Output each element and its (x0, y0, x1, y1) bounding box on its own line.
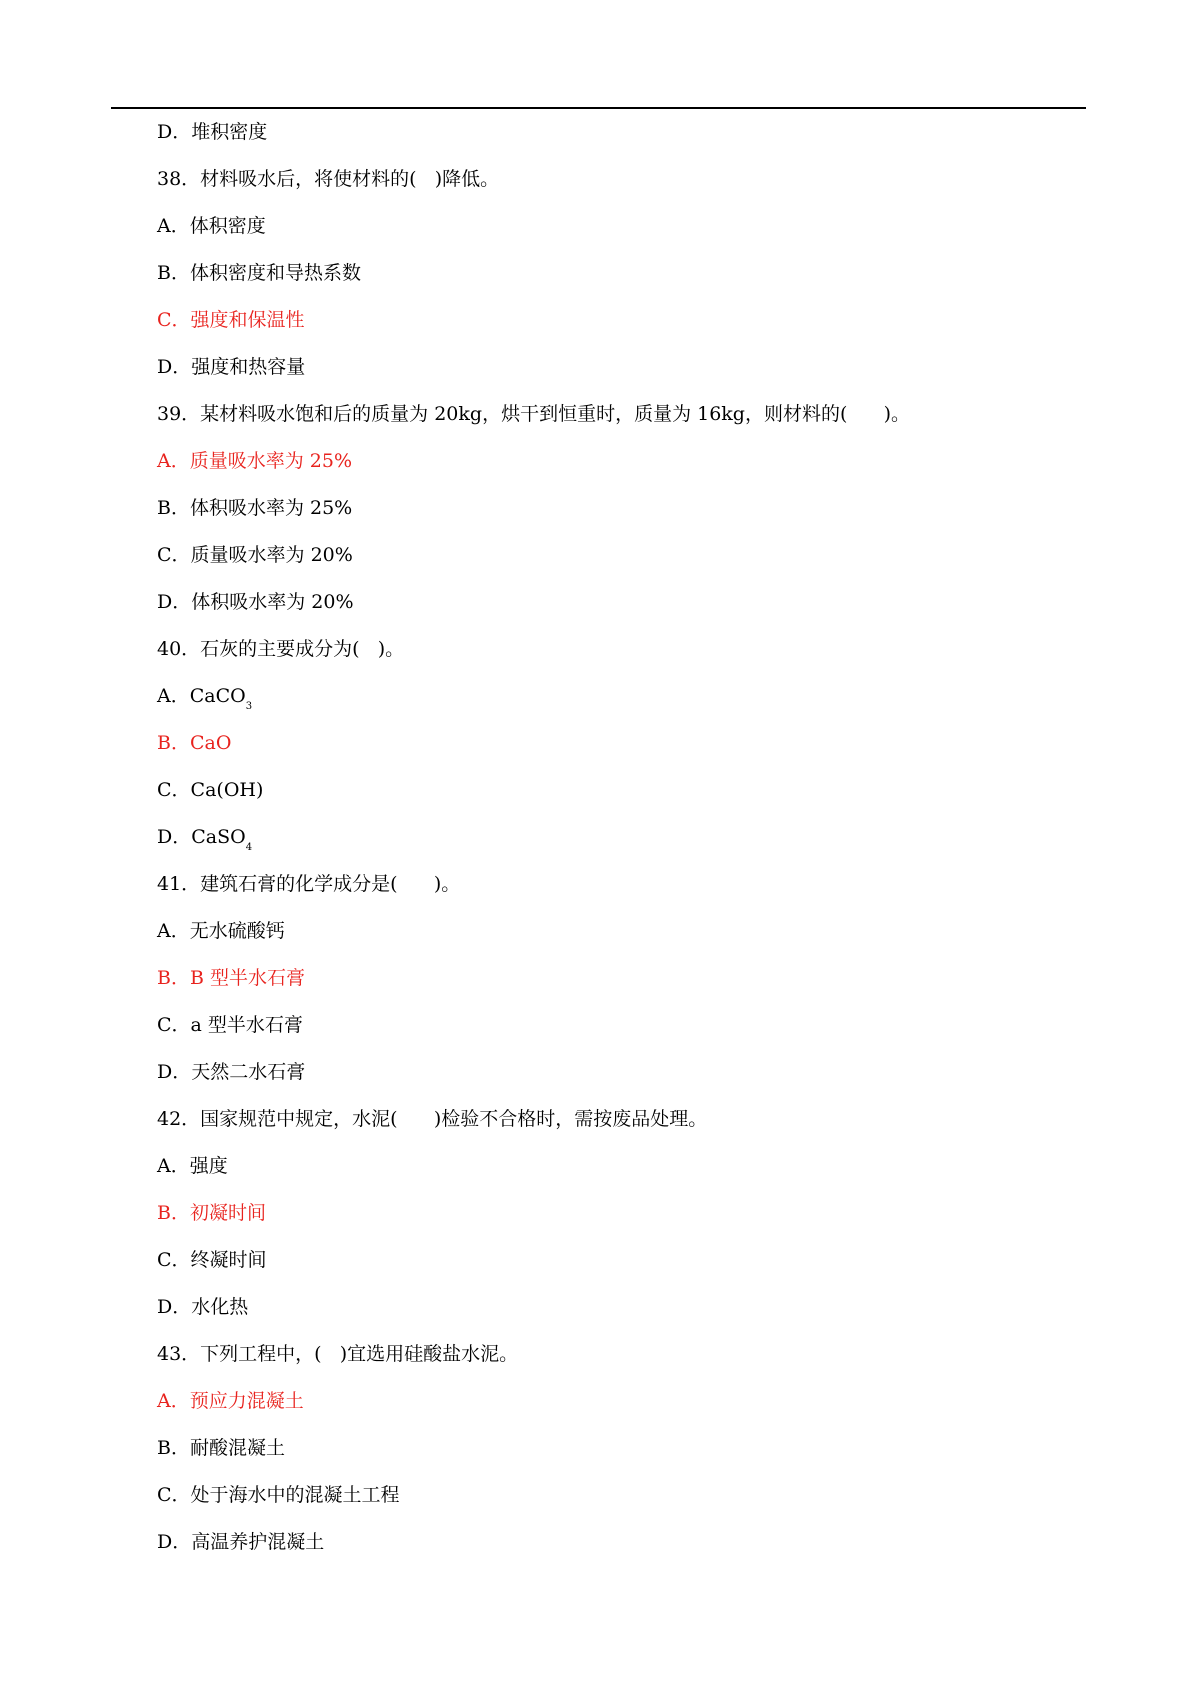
option-39-d: D．体积吸水率为 20% (157, 591, 354, 613)
option-41-b-answer: B．Β 型半水石膏 (157, 967, 305, 989)
question-41: 41．建筑石膏的化学成分是( )。 (157, 873, 461, 895)
option-40-b-answer: B．CaO (157, 732, 232, 754)
subscript: 4 (245, 842, 253, 853)
option-43-c: C．处于海水中的混凝土工程 (157, 1484, 400, 1506)
option-41-a: A．无水硫酸钙 (157, 920, 285, 942)
option-43-b: B．耐酸混凝土 (157, 1437, 285, 1459)
header-rule (111, 107, 1086, 109)
option-39-a-answer: A．质量吸水率为 25% (157, 450, 352, 472)
option-40-c: C．Ca(OH) (157, 779, 264, 801)
question-39: 39．某材料吸水饱和后的质量为 20kg，烘干到恒重时，质量为 16kg，则材料的( )。 (157, 403, 911, 425)
subscript: 3 (245, 701, 253, 712)
option-38-b: B．体积密度和导热系数 (157, 262, 361, 284)
option-42-a: A．强度 (157, 1155, 228, 1177)
option-43-a-answer: A．预应力混凝土 (157, 1390, 304, 1412)
option-42-b-answer: B．初凝时间 (157, 1202, 266, 1224)
option-40-d: D．CaSO$_4$ (157, 826, 253, 853)
question-40: 40．石灰的主要成分为( )。 (157, 638, 405, 660)
option-40-a: A．CaCO$_3$ (157, 685, 253, 712)
option-41-c: C．a 型半水石膏 (157, 1014, 303, 1036)
option-42-d: D．水化热 (157, 1296, 249, 1318)
option-37-d: D．堆积密度 (157, 121, 268, 143)
option-38-d: D．强度和热容量 (157, 356, 306, 378)
option-42-c: C．终凝时间 (157, 1249, 267, 1271)
question-38: 38．材料吸水后，将使材料的( )降低。 (157, 168, 500, 190)
option-43-d: D．高温养护混凝土 (157, 1531, 325, 1553)
option-38-c-answer: C．强度和保温性 (157, 309, 305, 331)
option-39-c: C．质量吸水率为 20% (157, 544, 353, 566)
option-39-b: B．体积吸水率为 25% (157, 497, 353, 519)
option-41-d: D．天然二水石膏 (157, 1061, 306, 1083)
option-38-a: A．体积密度 (157, 215, 266, 237)
question-42: 42．国家规范中规定，水泥( )检验不合格时，需按废品处理。 (157, 1108, 708, 1130)
question-43: 43．下列工程中，( )宜选用硅酸盐水泥。 (157, 1343, 519, 1365)
